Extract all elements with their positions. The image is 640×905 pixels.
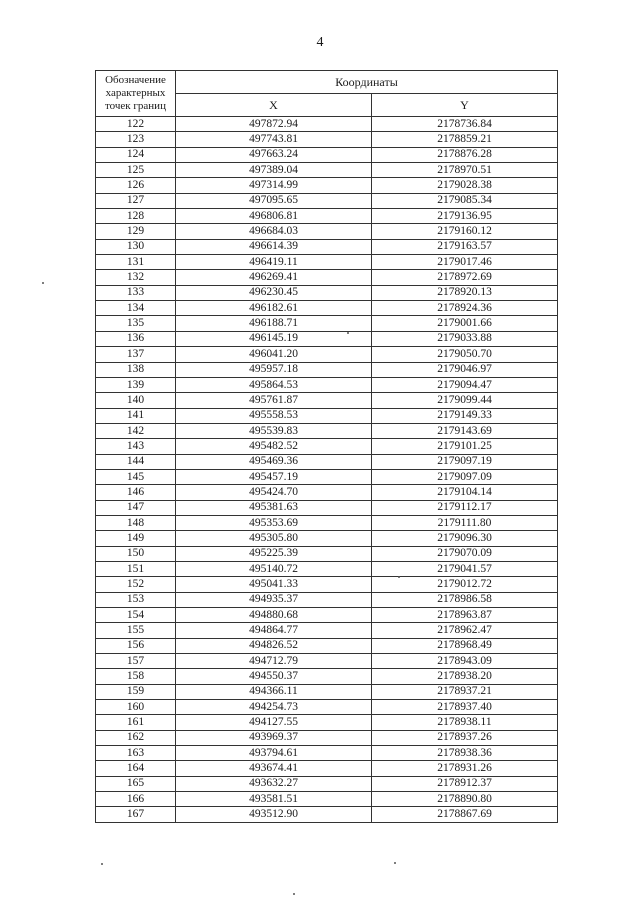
y-cell: 2178937.21 [372, 684, 558, 699]
table-row [96, 147, 558, 162]
coordinates-table [95, 70, 558, 823]
x-cell: 493581.51 [176, 792, 372, 807]
x-cell: 495864.53 [176, 377, 372, 392]
table-row [96, 715, 558, 730]
y-cell: 2179149.33 [372, 408, 558, 423]
table-row [96, 531, 558, 546]
x-cell: 494712.79 [176, 654, 372, 669]
point-cell: 123 [96, 132, 176, 147]
x-cell: 495457.19 [176, 469, 372, 484]
point-cell: 126 [96, 178, 176, 193]
x-cell: 495957.18 [176, 362, 372, 377]
x-cell: 496614.39 [176, 239, 372, 254]
x-cell: 495353.69 [176, 515, 372, 530]
scan-speck [101, 863, 103, 865]
x-cell: 496419.11 [176, 255, 372, 270]
x-cell: 496145.19 [176, 331, 372, 346]
point-cell: 151 [96, 561, 176, 576]
y-cell: 2179163.57 [372, 239, 558, 254]
y-cell: 2178938.11 [372, 715, 558, 730]
point-cell: 160 [96, 700, 176, 715]
point-cell: 154 [96, 608, 176, 623]
y-cell: 2178876.28 [372, 147, 558, 162]
y-cell: 2178859.21 [372, 132, 558, 147]
table-row [96, 546, 558, 561]
scan-speck [42, 282, 44, 284]
header-x: X [176, 94, 372, 117]
x-cell: 493512.90 [176, 807, 372, 822]
y-cell: 2179041.57 [372, 561, 558, 576]
x-cell: 494935.37 [176, 592, 372, 607]
point-cell: 158 [96, 669, 176, 684]
scan-speck [293, 893, 295, 895]
x-cell: 494550.37 [176, 669, 372, 684]
x-cell: 493969.37 [176, 730, 372, 745]
table-row [96, 608, 558, 623]
y-cell: 2178986.58 [372, 592, 558, 607]
table-row [96, 669, 558, 684]
scan-speck [398, 576, 400, 578]
header-point-label: Обозначение характерных точек границ [96, 71, 176, 117]
x-cell: 497314.99 [176, 178, 372, 193]
point-cell: 161 [96, 715, 176, 730]
point-cell: 148 [96, 515, 176, 530]
y-cell: 2179143.69 [372, 423, 558, 438]
y-cell: 2179085.34 [372, 193, 558, 208]
x-cell: 496041.20 [176, 347, 372, 362]
table-row [96, 316, 558, 331]
point-cell: 164 [96, 761, 176, 776]
point-cell: 122 [96, 117, 176, 132]
table-row [96, 469, 558, 484]
x-cell: 497743.81 [176, 132, 372, 147]
y-cell: 2179101.25 [372, 439, 558, 454]
point-cell: 131 [96, 255, 176, 270]
table-row [96, 746, 558, 761]
header-coordinates: Координаты [176, 71, 558, 94]
scan-speck [394, 862, 396, 864]
table-row [96, 654, 558, 669]
point-cell: 159 [96, 684, 176, 699]
table-body [96, 117, 558, 823]
y-cell: 2179111.80 [372, 515, 558, 530]
y-cell: 2179097.19 [372, 454, 558, 469]
scan-speck [347, 332, 349, 334]
y-cell: 2179097.09 [372, 469, 558, 484]
y-cell: 2179017.46 [372, 255, 558, 270]
x-cell: 494366.11 [176, 684, 372, 699]
y-cell: 2178937.40 [372, 700, 558, 715]
x-cell: 493794.61 [176, 746, 372, 761]
table-row [96, 178, 558, 193]
point-cell: 143 [96, 439, 176, 454]
point-cell: 144 [96, 454, 176, 469]
table-row [96, 561, 558, 576]
table-row [96, 577, 558, 592]
point-cell: 147 [96, 500, 176, 515]
y-cell: 2179104.14 [372, 485, 558, 500]
y-cell: 2178963.87 [372, 608, 558, 623]
y-cell: 2179099.44 [372, 393, 558, 408]
table-row [96, 485, 558, 500]
x-cell: 496684.03 [176, 224, 372, 239]
point-cell: 139 [96, 377, 176, 392]
x-cell: 496269.41 [176, 270, 372, 285]
table-row [96, 377, 558, 392]
point-cell: 155 [96, 623, 176, 638]
y-cell: 2178937.26 [372, 730, 558, 745]
x-cell: 494127.55 [176, 715, 372, 730]
point-cell: 127 [96, 193, 176, 208]
table-row [96, 255, 558, 270]
point-cell: 133 [96, 285, 176, 300]
y-cell: 2178938.36 [372, 746, 558, 761]
x-cell: 493674.41 [176, 761, 372, 776]
y-cell: 2178920.13 [372, 285, 558, 300]
table-row [96, 331, 558, 346]
x-cell: 496182.61 [176, 301, 372, 316]
table-row [96, 807, 558, 822]
table-row [96, 792, 558, 807]
table-row [96, 423, 558, 438]
y-cell: 2178924.36 [372, 301, 558, 316]
point-cell: 134 [96, 301, 176, 316]
point-cell: 165 [96, 776, 176, 791]
y-cell: 2178968.49 [372, 638, 558, 653]
table-row [96, 117, 558, 132]
point-cell: 129 [96, 224, 176, 239]
table-row [96, 362, 558, 377]
point-cell: 128 [96, 209, 176, 224]
table-row [96, 454, 558, 469]
y-cell: 2178970.51 [372, 163, 558, 178]
point-cell: 146 [96, 485, 176, 500]
x-cell: 497095.65 [176, 193, 372, 208]
table-header [96, 71, 558, 117]
table-row [96, 684, 558, 699]
table-row [96, 638, 558, 653]
y-cell: 2178972.69 [372, 270, 558, 285]
table-row [96, 239, 558, 254]
x-cell: 495305.80 [176, 531, 372, 546]
x-cell: 495424.70 [176, 485, 372, 500]
point-cell: 137 [96, 347, 176, 362]
x-cell: 497872.94 [176, 117, 372, 132]
table-row [96, 623, 558, 638]
y-cell: 2179050.70 [372, 347, 558, 362]
table-row [96, 776, 558, 791]
y-cell: 2179112.17 [372, 500, 558, 515]
point-cell: 145 [96, 469, 176, 484]
y-cell: 2178938.20 [372, 669, 558, 684]
y-cell: 2179046.97 [372, 362, 558, 377]
table-row [96, 393, 558, 408]
table-row [96, 730, 558, 745]
point-cell: 140 [96, 393, 176, 408]
point-cell: 163 [96, 746, 176, 761]
point-cell: 152 [96, 577, 176, 592]
x-cell: 494880.68 [176, 608, 372, 623]
point-cell: 135 [96, 316, 176, 331]
y-cell: 2179028.38 [372, 178, 558, 193]
table-row [96, 439, 558, 454]
x-cell: 496188.71 [176, 316, 372, 331]
y-cell: 2179012.72 [372, 577, 558, 592]
header-row-top [96, 71, 558, 94]
point-cell: 150 [96, 546, 176, 561]
point-cell: 142 [96, 423, 176, 438]
x-cell: 496230.45 [176, 285, 372, 300]
y-cell: 2179001.66 [372, 316, 558, 331]
x-cell: 495381.63 [176, 500, 372, 515]
x-cell: 495482.52 [176, 439, 372, 454]
x-cell: 494254.73 [176, 700, 372, 715]
x-cell: 495140.72 [176, 561, 372, 576]
point-cell: 132 [96, 270, 176, 285]
point-cell: 124 [96, 147, 176, 162]
table-row [96, 761, 558, 776]
point-cell: 167 [96, 807, 176, 822]
x-cell: 493632.27 [176, 776, 372, 791]
y-cell: 2178931.26 [372, 761, 558, 776]
y-cell: 2178890.80 [372, 792, 558, 807]
table-row [96, 132, 558, 147]
x-cell: 495761.87 [176, 393, 372, 408]
x-cell: 495469.36 [176, 454, 372, 469]
point-cell: 138 [96, 362, 176, 377]
x-cell: 495558.53 [176, 408, 372, 423]
table-row [96, 592, 558, 607]
point-cell: 153 [96, 592, 176, 607]
y-cell: 2179094.47 [372, 377, 558, 392]
point-cell: 156 [96, 638, 176, 653]
y-cell: 2179160.12 [372, 224, 558, 239]
y-cell: 2178736.84 [372, 117, 558, 132]
table-row [96, 285, 558, 300]
x-cell: 495041.33 [176, 577, 372, 592]
x-cell: 497663.24 [176, 147, 372, 162]
table-row [96, 700, 558, 715]
header-y: Y [372, 94, 558, 117]
point-cell: 162 [96, 730, 176, 745]
table-row [96, 224, 558, 239]
table-row [96, 347, 558, 362]
point-cell: 166 [96, 792, 176, 807]
table-row [96, 209, 558, 224]
table-row [96, 301, 558, 316]
x-cell: 494826.52 [176, 638, 372, 653]
x-cell: 497389.04 [176, 163, 372, 178]
table-row [96, 408, 558, 423]
x-cell: 494864.77 [176, 623, 372, 638]
y-cell: 2178962.47 [372, 623, 558, 638]
table-row [96, 270, 558, 285]
table-row [96, 500, 558, 515]
point-cell: 157 [96, 654, 176, 669]
y-cell: 2179096.30 [372, 531, 558, 546]
table-row [96, 193, 558, 208]
table-row [96, 163, 558, 178]
y-cell: 2178867.69 [372, 807, 558, 822]
point-cell: 141 [96, 408, 176, 423]
point-cell: 125 [96, 163, 176, 178]
x-cell: 495539.83 [176, 423, 372, 438]
y-cell: 2178912.37 [372, 776, 558, 791]
point-cell: 130 [96, 239, 176, 254]
x-cell: 495225.39 [176, 546, 372, 561]
x-cell: 496806.81 [176, 209, 372, 224]
point-cell: 136 [96, 331, 176, 346]
y-cell: 2179033.88 [372, 331, 558, 346]
y-cell: 2179136.95 [372, 209, 558, 224]
y-cell: 2178943.09 [372, 654, 558, 669]
point-cell: 149 [96, 531, 176, 546]
y-cell: 2179070.09 [372, 546, 558, 561]
table-row [96, 515, 558, 530]
page-number: 4 [316, 35, 324, 50]
